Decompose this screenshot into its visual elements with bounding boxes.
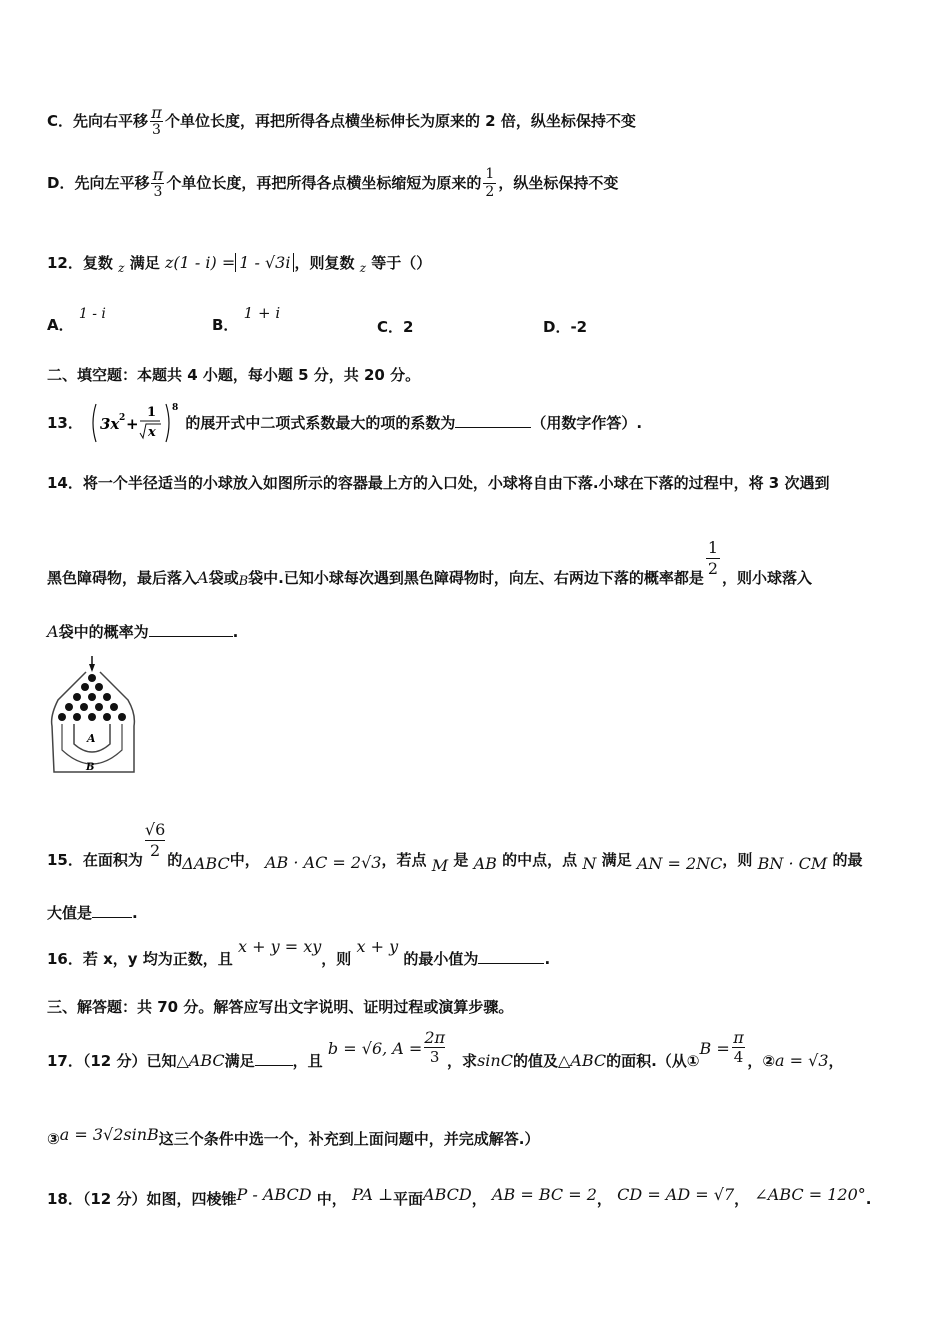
option-label: A．	[47, 316, 74, 334]
q17-text: ，求	[447, 1052, 478, 1070]
formula-b-eq: B =	[699, 1039, 730, 1058]
formula-z-left: z(1 - i) =	[164, 253, 236, 272]
option-value: 1 + i	[243, 304, 281, 322]
q15-text: 的最	[832, 851, 863, 869]
section-title: 三、解答题：共 70 分。解答应写出文字说明、证明过程或演算步骤。	[47, 998, 514, 1016]
fraction-one-half: $\frac{1}{2}$	[485, 166, 495, 200]
fraction-pi-over-4: $\frac{\pi}{4}$	[733, 1028, 744, 1066]
formula-binomial	[88, 400, 180, 446]
formula-a-eq-3sqrt2sinb: a = 3√2sinB	[59, 1125, 159, 1144]
question-number: 16．	[47, 950, 83, 968]
formula-an: AN = 2NC	[636, 854, 723, 873]
q15-text: ，则	[722, 851, 753, 869]
sin-c: sinC	[477, 1051, 513, 1070]
q12-option-c	[377, 316, 413, 337]
q12-text: 等于（）	[371, 254, 432, 272]
formula-plane-abcd: ABCD	[423, 1185, 472, 1204]
question-number: 13．	[47, 414, 83, 432]
fraction-pi-over-3: $\frac{\pi}{3}$	[151, 103, 162, 138]
condition-blank[interactable]	[255, 1064, 293, 1066]
question-14-line-3	[47, 621, 238, 642]
question-number: 17．	[47, 1052, 83, 1070]
option-label: B．	[212, 316, 239, 334]
var-a: A	[47, 622, 59, 641]
q15-text: 满足	[601, 851, 632, 869]
option-d-suffix: ，纵坐标保持不变	[498, 174, 619, 192]
q17-text: 这三个条件中选一个，补充到上面问题中，并完成解答.）	[158, 1130, 540, 1148]
q15-text: 在面积为	[82, 851, 143, 869]
var-z: z	[359, 261, 367, 275]
question-12	[47, 252, 431, 273]
section-3-title	[47, 996, 513, 1017]
option-c	[47, 104, 636, 139]
score: （12 分）	[82, 1190, 147, 1208]
question-14-line-2	[47, 538, 813, 589]
answer-blank[interactable]	[92, 916, 132, 918]
question-14-line-1	[47, 472, 829, 493]
q12-text: 复数	[82, 254, 113, 272]
question-number: 14．	[47, 474, 83, 492]
question-17-line-2	[47, 1125, 540, 1149]
question-13	[47, 400, 642, 446]
q15-text: 是	[453, 851, 469, 869]
question-number: 12．	[47, 254, 83, 272]
var-n: N	[582, 854, 597, 873]
question-18	[47, 1185, 872, 1209]
q17-text: 的面积.（从①	[606, 1052, 700, 1070]
formula-cd-ad: CD = AD = √7	[617, 1185, 735, 1204]
q17-text: ，且	[292, 1052, 323, 1070]
triangle-abc: △ABC	[557, 1051, 607, 1070]
question-number: 15．	[47, 851, 83, 869]
var-b: B	[238, 574, 249, 589]
formula-abs-value: 1 - √3i	[235, 253, 294, 272]
option-d-text: 个单位长度，再把所得各点横坐标缩短为原来的	[166, 174, 482, 192]
formula-a-eq-sqrt3: a = √3	[775, 1051, 829, 1070]
q14-text: 袋中.已知小球每次遇到黑色障碍物时，向左、右两边下落的概率都是	[248, 569, 704, 587]
var-ab: AB	[473, 854, 497, 873]
q17-text: ，	[828, 1052, 844, 1070]
q14-text: 黑色障碍物，最后落入	[47, 569, 198, 587]
fraction-pi-over-3: $\frac{\pi}{3}$	[152, 165, 164, 200]
q16-text: 若 x，y 均为正数，且	[82, 950, 233, 968]
q15-text: 的	[167, 851, 183, 869]
svg-text:(3x² + 1/√x)⁸: (3x² + 1/√x)⁸	[88, 400, 96, 401]
q17-text: 已知	[146, 1052, 177, 1070]
q15-end: .	[132, 904, 138, 922]
q14-text: 袋中的概率为	[58, 623, 149, 641]
fraction-one-half: $\frac{1}{2}$	[707, 538, 719, 578]
option-c-text: 个单位长度，再把所得各点横坐标伸长为原来的 2 倍，纵坐标保持不变	[164, 112, 636, 130]
option-value: 2	[403, 318, 414, 336]
q12-option-b	[212, 304, 281, 335]
var-z: z	[118, 261, 125, 275]
svg-text:3x: 3x	[100, 415, 120, 433]
option-d	[47, 166, 618, 201]
option-c-label: C．	[47, 112, 74, 130]
q15-text: 大值是	[47, 904, 93, 922]
q16-text: ，则	[321, 950, 352, 968]
q15-text: ，若点	[381, 851, 427, 869]
q18-text: ，	[596, 1190, 612, 1208]
q12-text: 满足	[129, 254, 160, 272]
q18-text: ，	[734, 1190, 750, 1208]
answer-blank[interactable]	[149, 635, 233, 637]
q16-text: 的最小值为	[403, 950, 479, 968]
q14-end: .	[232, 623, 239, 641]
formula-angle-abc: ∠ABC = 120°	[754, 1185, 866, 1204]
q16-end: .	[544, 950, 551, 968]
svg-text:2: 2	[119, 413, 126, 423]
formula-x-plus-y: x + y	[356, 937, 399, 956]
q18-text: 平面	[393, 1190, 424, 1208]
q17-text: 的值及	[512, 1052, 558, 1070]
q15-text: 的中点，点	[502, 851, 578, 869]
formula-b-and-a: b = √6, A =	[327, 1039, 423, 1058]
svg-text:8: 8	[172, 403, 179, 413]
svg-text:1: 1	[147, 405, 157, 420]
formula-pa-perp: PA ⊥	[352, 1185, 393, 1204]
svg-text:+: +	[126, 415, 139, 433]
question-15-line-2	[47, 902, 138, 923]
option-value: 1 - i	[78, 306, 106, 322]
q12-option-d	[543, 316, 587, 337]
circled-number-3: ③	[47, 1130, 60, 1148]
q13-text: 的展开式中二项式系数最大的项的系数为	[185, 414, 456, 432]
q14-text: 将一个半径适当的小球放入如图所示的容器最上方的入口处，小球将自由下落.小球在下落的过程中，将 3 次遇到	[82, 474, 830, 492]
q18-text: 中，	[316, 1190, 347, 1208]
q18-text: .	[865, 1190, 872, 1208]
triangle-abc: △ABC	[176, 1051, 225, 1070]
option-d-prefix: 先向左平移	[74, 174, 150, 192]
q14-text: 袋或	[208, 569, 239, 587]
q18-text: ，	[471, 1190, 487, 1208]
formula-bn-cm: BN · CM	[757, 854, 828, 873]
option-value: -2	[570, 318, 588, 336]
answer-blank[interactable]	[478, 962, 544, 964]
fraction-sqrt6-over-2: $\frac{√6}{2}$	[144, 820, 166, 860]
q17-text: ，②	[747, 1052, 776, 1070]
formula-dot-product: AB · AC = 2√3	[264, 853, 382, 872]
option-label: D．	[543, 318, 571, 336]
answer-blank[interactable]	[455, 426, 531, 428]
q13-suffix: （用数字作答）.	[531, 414, 643, 432]
svg-text:x: x	[148, 425, 156, 440]
q14-text: ，则小球落入	[722, 569, 813, 587]
triangle-abc: ΔABC	[182, 854, 230, 873]
question-15-line-1	[47, 820, 863, 875]
fraction-2pi-over-3: $\frac{2\pi}{3}$	[424, 1028, 446, 1066]
formula-pyramid: P - ABCD	[236, 1185, 312, 1204]
formula-ab-bc: AB = BC = 2	[491, 1185, 597, 1204]
bag-a-label: A	[87, 732, 96, 745]
section-2-title	[47, 364, 420, 385]
bag-b-label: B	[86, 762, 95, 773]
var-m: M	[431, 856, 449, 875]
formula-x-plus-y-eq-xy: x + y = xy	[238, 937, 322, 956]
var-a: A	[197, 568, 209, 587]
option-label: C．	[377, 318, 404, 336]
question-16	[47, 937, 551, 969]
q15-text: 中，	[229, 851, 260, 869]
question-number: 18．	[47, 1190, 83, 1208]
option-c-prefix: 先向右平移	[73, 112, 149, 130]
q12-option-a	[47, 306, 106, 335]
q18-text: 如图，四棱锥	[146, 1190, 237, 1208]
q17-text: 满足	[224, 1052, 255, 1070]
question-17-line-1	[47, 1028, 844, 1070]
galton-board-figure	[48, 656, 144, 780]
score: （12 分）	[82, 1052, 147, 1070]
q12-text: ，则复数	[294, 254, 355, 272]
option-d-label: D．	[47, 174, 75, 192]
section-title: 二、填空题：本题共 4 小题，每小题 5 分，共 20 分。	[47, 366, 421, 384]
